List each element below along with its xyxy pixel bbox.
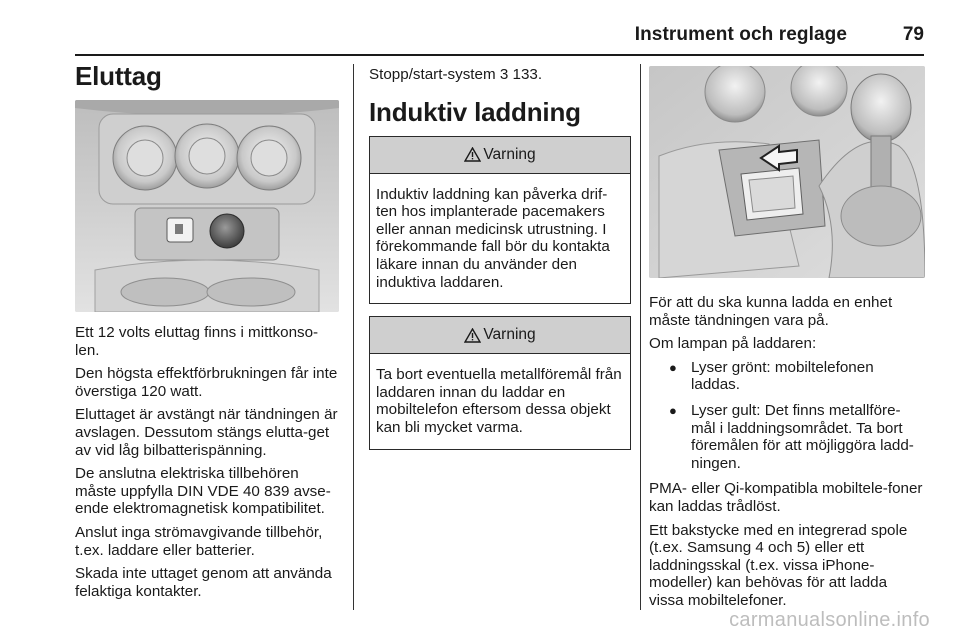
warning-header (370, 137, 630, 174)
section-heading-induktiv-laddning: Induktiv laddning (369, 96, 581, 127)
running-header-title: Instrument och reglage (634, 24, 847, 45)
bullet-dot-icon: ● (669, 359, 677, 375)
warning-text: Ta bort eventuella metallföremål från laddaren innan du laddar en mobiltelefon eftersom dessa objekt kan bli mycket varma. (376, 366, 622, 436)
warning-text: Induktiv laddning kan påverka drif-ten hos implanterade pacemakers eller annan medicinsk utrustning. I förekommande fall bör du kontakta läkare innan du använder den induktiva laddaren. (376, 185, 610, 291)
warning-triangle-icon (464, 328, 481, 343)
warning-header (370, 317, 630, 354)
paragraph: Skada inte uttaget genom att använda felaktiga kontakter. (75, 565, 332, 600)
paragraph: De anslutna elektriska tillbehören måste uppfylla DIN VDE 40 839 avse-ende elektromagnetisk kompatibilitet. (75, 465, 331, 518)
section-heading-eluttag: Eluttag (75, 61, 162, 91)
cross-reference-page: 3 133. (499, 66, 543, 83)
charger-light-list (649, 359, 925, 473)
warning-box (369, 316, 631, 449)
cross-reference-text: Stopp/start-system (369, 66, 496, 83)
column-charging-info (649, 60, 925, 616)
list-item (649, 402, 925, 472)
warning-title: Varning (483, 326, 536, 344)
paragraph: Anslut inga strömavgivande tillbehör, t.ex. laddare eller batterier. (75, 523, 323, 559)
column-divider-left (353, 64, 354, 610)
inductive-charger-drawing (649, 66, 925, 278)
warning-title: Varning (483, 145, 536, 163)
watermark: carmanualsonline.info (729, 609, 930, 631)
paragraph: Eluttaget är avstängt när tändningen är avslagen. Dessutom stängs elutta-get av vid låg bilbatterispänning. (75, 406, 338, 459)
warning-triangle-icon (464, 147, 481, 162)
power-outlet-illustration (75, 100, 339, 312)
column-divider-right (640, 64, 641, 610)
paragraph: Om lampan på laddaren: (649, 335, 817, 353)
list-item-text: Lyser grönt: mobiltelefonen laddas. (691, 358, 874, 394)
list-item-text: Lyser gult: Det finns metallföre-mål i laddningsområdet. Ta bort föremålen för att möjliggöra ladd-ningen. (691, 401, 914, 472)
column-eluttag (75, 60, 339, 606)
bullet-dot-icon: ● (669, 402, 677, 418)
inductive-charger-illustration (649, 66, 925, 278)
paragraph: Ett 12 volts eluttag finns i mittkonso-len. (75, 324, 319, 359)
list-item (649, 359, 925, 394)
paragraph: PMA- eller Qi-kompatibla mobiltele-foner kan laddas trådlöst. (649, 480, 923, 515)
page-number: 79 (902, 24, 924, 45)
paragraph: För att du ska kunna ladda en enhet måste tändningen vara på. (649, 294, 893, 329)
paragraph: Ett bakstycke med en integrerad spole (t.ex. Samsung 4 och 5) eller ett laddningsskal (t.ex. vissa iPhone-modeller) kan behövas för att ladda vissa mobiltelefoner. (649, 521, 908, 609)
column-induktiv-laddning (369, 60, 631, 462)
paragraph: Den högsta effektförbrukningen får inte överstiga 120 watt. (75, 365, 338, 400)
header-rule (75, 54, 924, 56)
warning-box (369, 136, 631, 305)
cross-reference-line (369, 66, 631, 84)
power-outlet-drawing (75, 100, 339, 312)
